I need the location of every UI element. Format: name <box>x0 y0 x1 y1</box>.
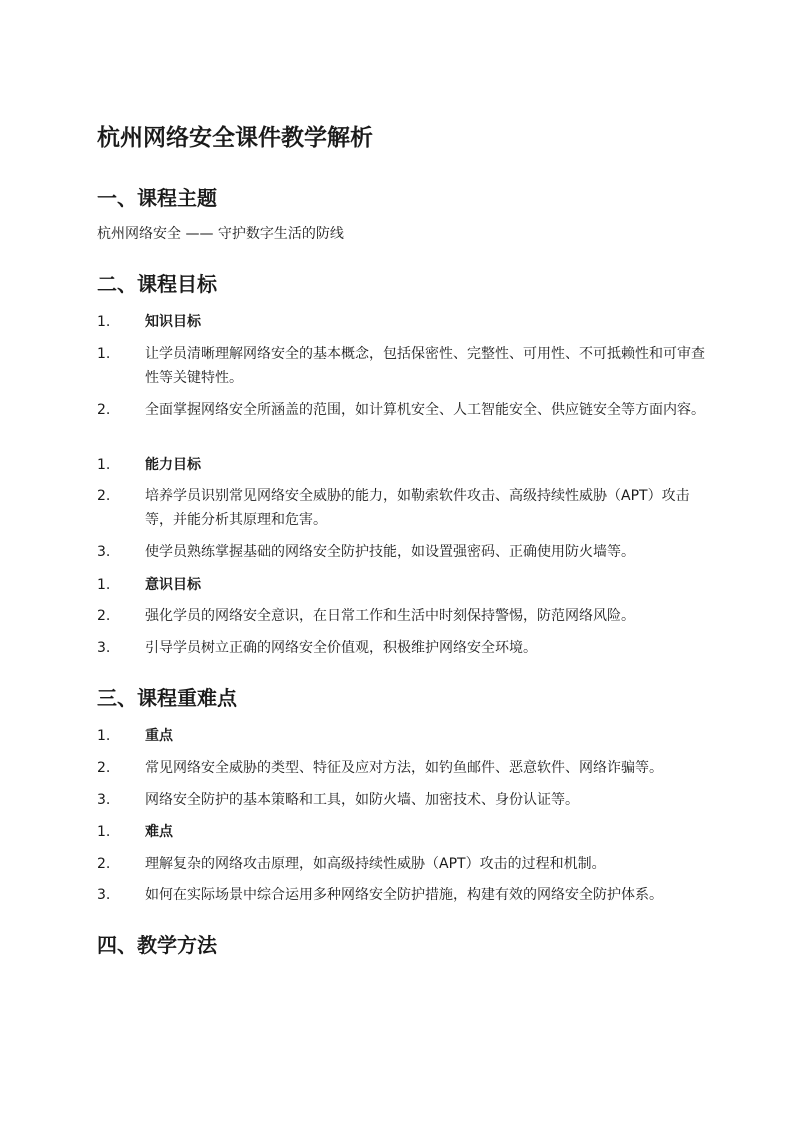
list-item <box>97 604 707 628</box>
list-item-text: 全面掌握网络安全所涵盖的范围，如计算机安全、人工智能安全、供应链安全等方面内容。 <box>145 402 705 418</box>
list-item-number: 1. <box>97 824 111 840</box>
list-item-text: 能力目标 <box>145 457 201 473</box>
list-item-text: 引导学员树立正确的网络安全价值观，积极维护网络安全环境。 <box>145 640 537 656</box>
list-item-number: 3. <box>97 887 111 903</box>
list-item <box>97 484 707 532</box>
list-item-number: 2. <box>97 402 111 418</box>
list-item-number: 1. <box>97 314 111 330</box>
list-item-text: 难点 <box>145 824 173 840</box>
document-title: 杭州网络安全课件教学解析 <box>97 125 373 151</box>
list-item-number: 3. <box>97 640 111 656</box>
section-heading-goals: 二、课程目标 <box>97 272 217 296</box>
list-item-text: 网络安全防护的基本策略和工具，如防火墙、加密技术、身份认证等。 <box>145 792 579 808</box>
list-item-subheading <box>97 724 707 748</box>
list-item-text: 使学员熟练掌握基础的网络安全防护技能，如设置强密码、正确使用防火墙等。 <box>145 544 635 560</box>
section-heading-topic: 一、课程主题 <box>97 186 217 210</box>
list-item-text: 意识目标 <box>145 577 201 593</box>
list-item-text: 如何在实际场景中综合运用多种网络安全防护措施，构建有效的网络安全防护体系。 <box>145 887 663 903</box>
list-item-number: 2. <box>97 856 111 872</box>
list-item-number: 2. <box>97 488 111 504</box>
list-item <box>97 756 707 780</box>
list-item-text: 让学员清晰理解网络安全的基本概念，包括保密性、完整性、可用性、不可抵赖性和可审查性等关键特性。 <box>145 346 705 386</box>
list-item <box>97 788 707 812</box>
list-item-number: 1. <box>97 577 111 593</box>
list-item-subheading <box>97 820 707 844</box>
list-item-text: 知识目标 <box>145 314 201 330</box>
list-item-subheading <box>97 453 707 477</box>
list-item <box>97 342 707 390</box>
list-item-text: 理解复杂的网络攻击原理，如高级持续性威胁（APT）攻击的过程和机制。 <box>145 856 606 872</box>
section-heading-methods: 四、教学方法 <box>97 933 217 957</box>
list-item-number: 3. <box>97 792 111 808</box>
list-item-number: 1. <box>97 457 111 473</box>
list-item-number: 1. <box>97 728 111 744</box>
list-item-text: 常见网络安全威胁的类型、特征及应对方法，如钓鱼邮件、恶意软件、网络诈骗等。 <box>145 760 663 776</box>
list-item <box>97 398 707 422</box>
list-item-number: 2. <box>97 760 111 776</box>
list-item-number: 2. <box>97 608 111 624</box>
list-item-text: 强化学员的网络安全意识，在日常工作和生活中时刻保持警惕，防范网络风险。 <box>145 608 635 624</box>
list-item-number: 3. <box>97 544 111 560</box>
list-item <box>97 540 707 564</box>
list-item-text: 重点 <box>145 728 173 744</box>
list-item-subheading <box>97 310 707 334</box>
list-item <box>97 883 707 907</box>
list-item-subheading <box>97 573 707 597</box>
topic-paragraph: 杭州网络安全 —— 守护数字生活的防线 <box>97 226 344 242</box>
section-heading-key-points: 三、课程重难点 <box>97 686 237 710</box>
list-item-number: 1. <box>97 346 111 362</box>
list-item <box>97 852 707 876</box>
list-item <box>97 636 707 660</box>
list-item-text: 培养学员识别常见网络安全威胁的能力，如勒索软件攻击、高级持续性威胁（APT）攻击等，并能分析其原理和危害。 <box>145 488 690 528</box>
